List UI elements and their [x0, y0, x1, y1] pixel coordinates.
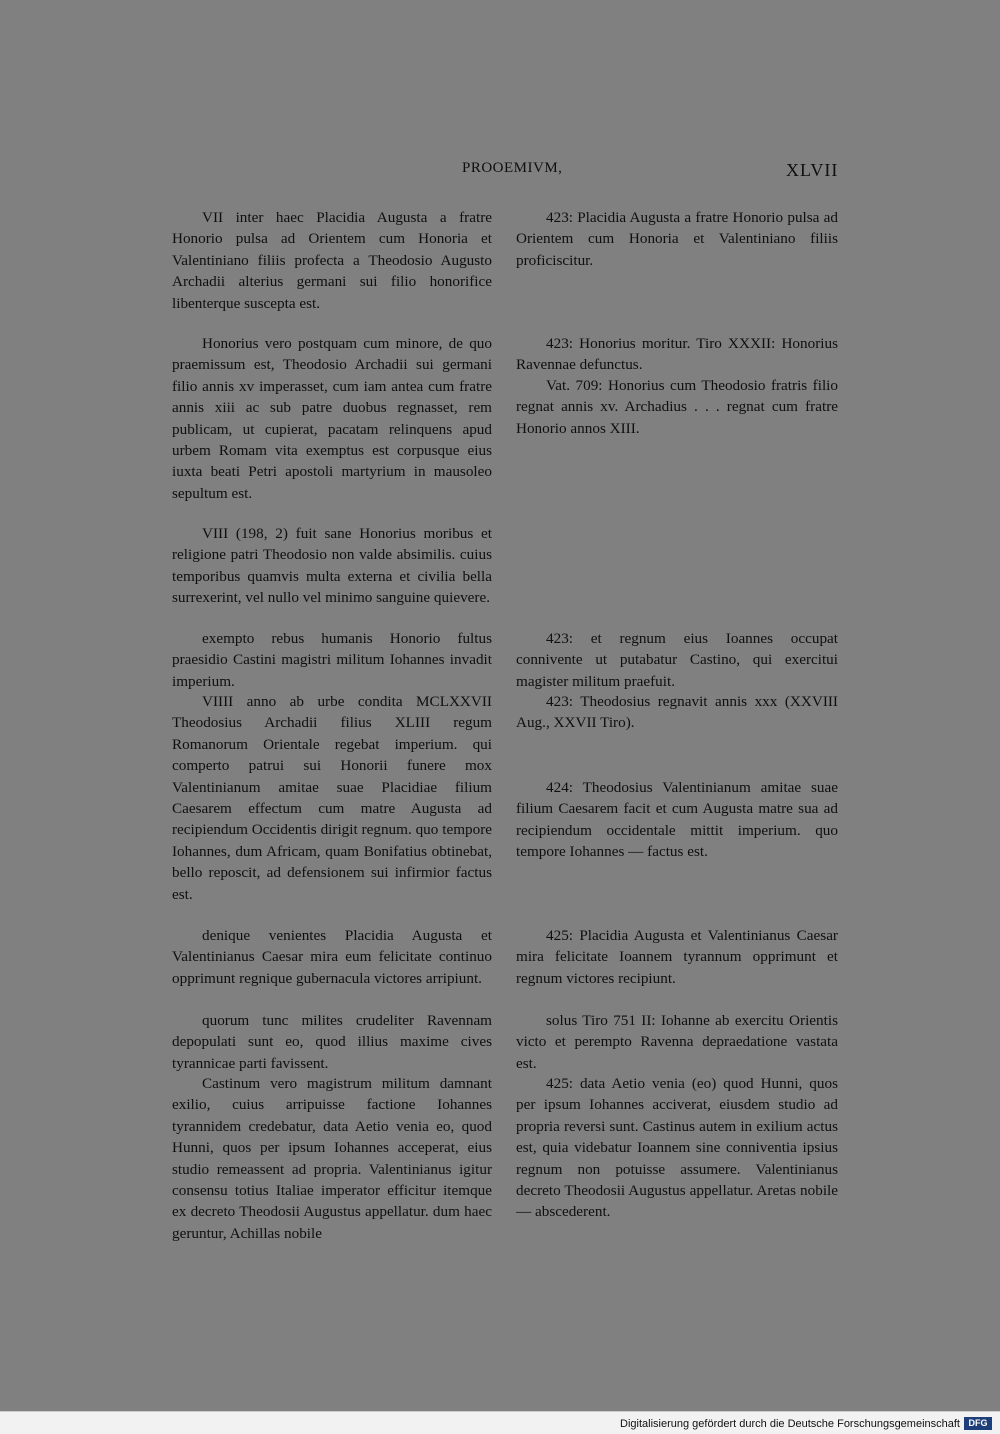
left-paragraph: Castinum vero magistrum militum damnant exilio, cuius arripuisse factione Iohannes tyrannidem credebatur, data Aetio venia eo, quod Hunni, quos per ipsum Iohannes acceperat, eius studio remeassent ad propria. Valentinianus igitur consensu totius Italiae imperator efficitur itemque ex decreto Theodosii Augustus appellatur. dum haec geruntur, Achillas nobile	[172, 1075, 492, 1242]
right-paragraph: 423: Placidia Augusta a fratre Honorio pulsa ad Orientem cum Honoria et Valentiniano filiis proficiscitur.	[516, 209, 838, 269]
right-paragraph: 423: et regnum eius Ioannes occupat connivente ut putabatur Castino, qui exercitui magister militum praefuit.	[516, 630, 838, 690]
right-paragraph: solus Tiro 751 II: Iohanne ab exercitu Orientis victo et perempto Ravenna depraedatione vastata est.	[516, 1012, 838, 1072]
footer-bar	[0, 1411, 1000, 1434]
left-paragraph: quorum tunc milites crudeliter Ravennam depopulati sunt eo, quod illius maxime cives tyrannicae parti favissent.	[172, 1012, 492, 1072]
right-paragraph: Vat. 709: Honorius cum Theodosio fratris filio regnat annis xv. Archadius . . . regnat cum fratre Honorio annos XIII.	[516, 377, 838, 437]
right-paragraph: 423: Theodosius regnavit annis xxx (XXVIII Aug., XXVII Tiro).	[516, 693, 838, 732]
left-paragraph: VII inter haec Placidia Augusta a fratre Honorio pulsa ad Orientem cum Honoria et Valentiniano filiis profecta a Theodosio Augusto Archadii alterius germani sui filio honorifice libenterque suscepta est.	[172, 209, 492, 312]
left-paragraph: Honorius vero postquam cum minore, de quo praemissum est, Theodosio Archadii sui germani filio annis xv imperasset, cum iam antea cum fratre annis xiii ac sub patre duobus regnasset, rem publicam, ut cupierat, pacatam relinquens apud urbem Romam vita exemptus est corpusque eius iuxta beati Petri apostoli martyrium in mausoleo sepultum est.	[172, 335, 492, 502]
funding-credit: Digitalisierung gefördert durch die Deutsche Forschungsgemeinschaft	[620, 1418, 960, 1430]
right-paragraph: 423: Honorius moritur. Tiro XXXII: Honorius Ravennae defunctus.	[516, 335, 838, 374]
left-paragraph: VIII (198, 2) fuit sane Honorius moribus et religione patri Theodosio non valde absimilis. cuius temporibus quamvis multa externa et civilia bella surrexerint, vel nullo vel minimo sanguine quievere.	[172, 525, 492, 607]
running-title: PROOEMIVM,	[462, 160, 563, 176]
page-number: XLVII	[786, 160, 839, 180]
left-paragraph: VIIII anno ab urbe condita MCLXXVII Theodosius Archadii filius XLIII regum Romanorum Orientale regebat imperium. qui comperto patrui sui Honorii funere mox Valentinianum amitae suae Placidiae filium Caesarem effectum cum matre Augusta ad recipiendum Occidentis dirigit regnum. quo tempore Iohannes, dum Africam, quam Bonifatius obtinebat, bello reposcit, ad defensionem sui infirmior factus est.	[172, 693, 492, 903]
right-paragraph: 425: Placidia Augusta et Valentinianus Caesar mira felicitate Ioannem tyrannum opprimunt et regnum victores recipiunt.	[516, 927, 838, 987]
left-paragraph: exempto rebus humanis Honorio fultus praesidio Castini magistri militum Iohannes invadit imperium.	[172, 630, 492, 690]
right-paragraph: 425: data Aetio venia (eo) quod Hunni, quos per ipsum Iohannes acciverat, eiusdem studio ad propria reversi sunt. Castinus autem in exilium actus est, quia videbatur Ioannem sine conniventia ipsius regnum non potuisse assumere. Valentinianus decreto Theodosii Augustus appellatur. Aretas nobile — abscederent.	[516, 1075, 838, 1221]
dfg-logo: DFG	[964, 1417, 992, 1430]
right-paragraph: 424: Theodosius Valentinianum amitae suae filium Caesarem facit et cum Augusta matre sua ad recipiendum occidentale mittit imperium. quo tempore Iohannes — factus est.	[516, 779, 838, 861]
left-paragraph: denique venientes Placidia Augusta et Valentinianus Caesar mira eum felicitate continuo opprimunt regnique gubernacula victores arripiunt.	[172, 927, 492, 987]
